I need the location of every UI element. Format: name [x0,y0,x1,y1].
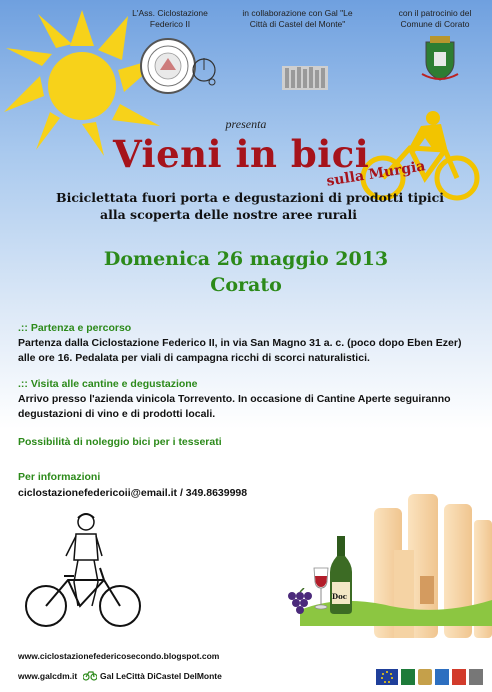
header-patron: con il patrocinio del Comune di Corato [398,8,472,29]
header-collab: in collaborazione con Gal "Le Città di Castel del Monte" [242,8,353,29]
gal-name: Gal LeCittà DiCastel DelMonte [100,671,222,681]
header-org: L'Ass. Ciclostazione Federico II [132,8,208,29]
rental-note: Possibilità di noleggio bici per i tesserati [18,436,222,448]
cyclist-icon [355,108,485,203]
eu-flag-icon [376,669,398,685]
wine-glass-icon [312,566,330,610]
tagline-line-1: Biciclettata fuori porta e degustazioni di prodotti tipici [56,190,444,205]
route-line-1: Partenza dalla Ciclostazione Federico II, in via San Magno 31 a. c. (poco dopo Eben Ezer) [18,337,462,349]
event-subtitle: sulla Murgia [325,158,427,190]
gal-logo [280,30,330,92]
footer-logos [376,668,486,686]
gal-small-logo-icon [469,669,483,685]
italy-emblem-icon [418,669,432,685]
tagline-line-2: alla scoperta delle nostre aree rurali [100,207,357,222]
fine-print [314,636,486,662]
winery-line-2: degustazioni di vino e di prodotti locali. [18,408,216,420]
grapes-icon [284,588,314,618]
blog-url[interactable]: www.ciclostazionefedericosecondo.blogspot.com [18,651,220,661]
route-line-2: alle ore 16. Pedalata per viali di campagna ricchi di scorci naturalistici. [18,352,370,364]
region-logo-icon [401,669,415,685]
section-route-title: .:: Partenza e percorso [18,322,132,334]
presenta-label: presenta [225,117,267,131]
comune-crest-icon [418,34,462,82]
section-route-body [18,336,461,366]
bicycle-icon [22,510,142,632]
info-title: Per informazioni [18,471,101,483]
leader-logo-icon [435,669,449,685]
event-place: Corato [210,274,282,296]
bike-small-icon [83,669,97,681]
section-winery-title: .:: Visita alle cantine e degustazione [18,378,198,390]
winery-line-1: Arrivo presso l'azienda vinicola Torrevento. In occasione di Cantine Aperte seguiranno [18,393,451,405]
puglia-logo-icon [452,669,466,685]
bottle-label: Doc [332,592,348,601]
ciclostazione-logo [140,38,196,94]
event-date: Domenica 26 maggio 2013 [103,248,389,270]
event-title: Vieni in bici [113,132,370,176]
seal-icon [142,40,194,92]
gal-site-url[interactable]: www.galcdm.it [18,671,78,681]
wine-bottle-icon [326,536,356,614]
penny-farthing-icon [192,46,216,86]
section-winery-body [18,392,451,422]
info-contact: ciclostazionefedericoii@email.it / 349.8639998 [18,487,248,499]
